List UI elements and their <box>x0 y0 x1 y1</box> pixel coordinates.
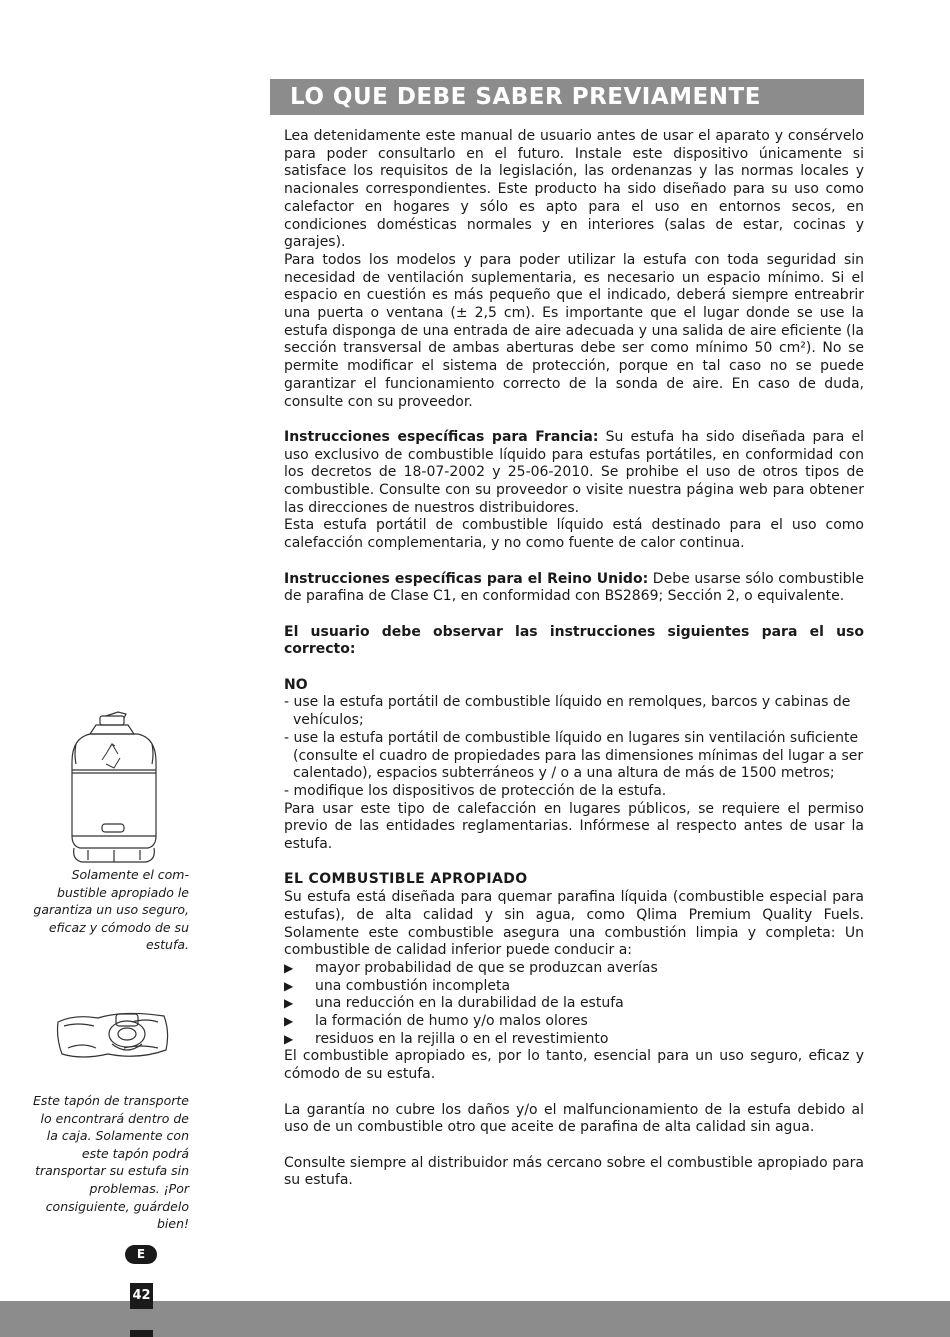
no-heading: NO <box>284 676 308 693</box>
transport-cap-icon <box>54 1008 172 1062</box>
fuel-bullet-item <box>284 1031 864 1049</box>
bullet-icon: ▶ <box>284 960 294 975</box>
france-paragraph-2: Esta estufa portátil de combustible líquido está destinado para el uso como calefacción complementaria, y no como fuente de calor continua. <box>284 517 864 552</box>
no-item: - modifique los dispositivos de protección de la estufa. <box>284 782 667 799</box>
no-item: - use la estufa portátil de combustible líquido en remolques, barcos y cabinas de vehículos; <box>284 694 851 729</box>
uk-text: Debe usarse sólo combustible de parafina de Clase C1, en conformidad con BS2869; Sección 2, o equivalente. <box>284 570 865 605</box>
fuel-bullet-text: una combustión incompleta <box>315 977 511 994</box>
france-label: Instrucciones específicas para Francia: <box>284 428 599 445</box>
recycle-icon <box>102 744 120 768</box>
fuel-bullet-item <box>284 995 864 1013</box>
fuel-heading: EL COMBUSTIBLE APROPIADO <box>284 871 528 888</box>
page-title: LO QUE DEBE SABER PREVIAMENTE <box>270 79 864 115</box>
fuel-bullet-item <box>284 1013 864 1031</box>
fuel-conclusion: El combustible apropiado es, por lo tanto, esencial para un uso seguro, eficaz y cómodo de su estufa. <box>284 1048 864 1083</box>
public-places-paragraph: Para usar este tipo de calefacción en lugares públicos, se requiere el permiso previo de las entidades reglamentarias. Infórmese al respecto antes de usar la estufa. <box>284 800 864 853</box>
fuel-bullet-item <box>284 960 864 978</box>
fuel-bullet-text: una reducción en la durabilidad de la estufa <box>315 995 624 1012</box>
bullet-icon: ▶ <box>284 978 294 993</box>
no-item: - use la estufa portátil de combustible líquido en lugares sin ventilación suficiente (consulte el cuadro de propiedades para las dimensiones mínimas del lugar a ser calentado), espacios subterráneos y / o a una altura de más de 1500 metros; <box>284 729 864 782</box>
main-content <box>284 128 864 1190</box>
transport-cap-caption: Este tapón de transporte lo encontrará dentro de la caja. Solamente con este tapón podrá transportar su estufa sin problemas. ¡Por consiguiente, guárdelo bien! <box>32 1093 189 1232</box>
fuel-can-caption: Solamente el com-bustible apropiado le garantiza un uso seguro, eficaz y cómodo de su estufa. <box>33 867 189 953</box>
intro-paragraph-2: Para todos los modelos y para poder utilizar la estufa con toda seguridad sin necesidad de ventilación suplementaria, es necesario un espacio mínimo. Si el espacio en cuestión es más pequeño que el indicado, deberá siempre entreabrir una puerta o ventana (± 2,5 cm). Es importante que el lugar donde se use la estufa disponga de una entrada de aire adecuada y una salida de aire eficiente (la sección transversal de ambas aberturas debe ser como mínimo 50 cm²). No se permite modificar el sistema de protección, porque en tal caso no se puede garantizar el funcionamiento correcto de la sonda de aire. En caso de duda, consulte con su proveedor. <box>284 251 864 410</box>
page-number: 42 <box>130 1283 153 1309</box>
france-text: Su estufa ha sido diseñada para el uso exclusivo de combustible líquido para estufas portátiles, en conformidad con los decretos de 18-07-2002 y 25-06-2010. Se prohibe el uso de otros tipos de combustible. Consulte con su proveedor o visite nuestra página web para obtener las direcciones de nuestros distribuidores. <box>284 428 865 516</box>
consult-paragraph: Consulte siempre al distribuidor más cercano sobre el combustible apropiado para su estufa. <box>284 1154 864 1189</box>
footer-notch <box>130 1330 153 1337</box>
fuel-bullet-text: la formación de humo y/o malos olores <box>315 1013 588 1030</box>
fuel-bullet-text: residuos en la rejilla o en el revestimiento <box>315 1030 609 1047</box>
fuel-can-icon <box>66 710 162 868</box>
user-instructions-heading: El usuario debe observar las instrucciones siguientes para el uso correcto: <box>284 623 864 658</box>
intro-paragraph-1: Lea detenidamente este manual de usuario antes de usar el aparato y consérvelo para poder consultarlo en el futuro. Instale este dispositivo únicamente si satisface los requisitos de la legislación, las ordenanzas y las normas locales y nacionales correspondientes. Este producto ha sido diseñado para su uso como calefactor en hogares y sólo es apto para el uso en entornos secos, en condiciones domésticas normales y en interiores (salas de estar, cocinas y garajes). <box>284 128 864 251</box>
bullet-icon: ▶ <box>284 1031 294 1046</box>
fuel-intro: Su estufa está diseñada para quemar parafina líquida (combustible especial para estufas), de alta calidad y sin agua, como Qlima Premium Quality Fuels. Solamente este combustible asegura una combustión limpia y completa: Un combustible de calidad inferior puede conducir a: <box>284 889 864 959</box>
uk-paragraph <box>284 571 864 606</box>
fuel-bullet-item <box>284 978 864 996</box>
language-badge: E <box>125 1245 157 1264</box>
fuel-bullet-text: mayor probabilidad de que se produzcan averías <box>315 959 658 976</box>
uk-label: Instrucciones específicas para el Reino Unido: <box>284 570 649 587</box>
bullet-icon: ▶ <box>284 1014 294 1029</box>
warranty-paragraph: La garantía no cubre los daños y/o el malfuncionamiento de la estufa debido al uso de un combustible otro que aceite de parafina de alta calidad sin agua. <box>284 1101 864 1136</box>
bullet-icon: ▶ <box>284 996 294 1011</box>
france-paragraph <box>284 429 864 518</box>
